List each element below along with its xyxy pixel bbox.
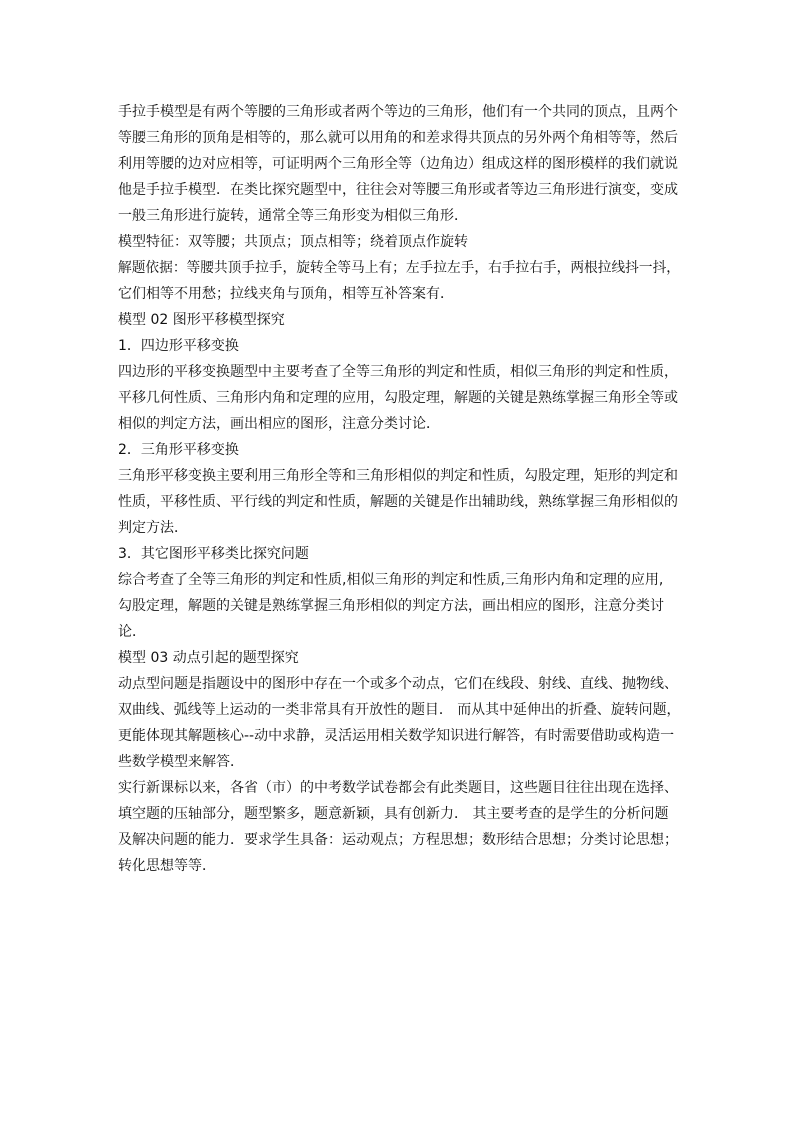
text-line: 他是手拉手模型．在类比探究题型中，往往会对等腰三角形或者等边三角形进行演变，变成 <box>118 182 678 198</box>
section-2-body <box>118 463 680 541</box>
text-line: 模型 02 图形平移模型探究 <box>118 312 285 328</box>
text-line: 动点型问题是指题设中的图形中存在一个或多个动点，它们在线段、射线、直线、抛物线、 <box>118 676 678 692</box>
text-line: 手拉手模型是有两个等腰的三角形或者两个等边的三角形，他们有一个共同的顶点，且两个 <box>118 104 678 120</box>
model-02-heading <box>118 307 680 333</box>
text-line: 利用等腰的边对应相等，可证明两个三角形全等（边角边）组成这样的图形模样的我们就说 <box>118 156 678 172</box>
text-line: 论． <box>118 624 146 640</box>
text-line: 及解决问题的能力．要求学生具备：运动观点；方程思想；数形结合思想；分类讨论思想； <box>118 832 678 848</box>
section-3-heading <box>118 541 680 567</box>
model-03-body <box>118 671 680 775</box>
text-line: 四边形的平移变换题型中主要考查了全等三角形的判定和性质，相似三角形的判定和性质， <box>118 364 678 380</box>
text-line: 双曲线、弧线等上运动的一类非常具有开放性的题目． 而从其中延伸出的折叠、旋转问题， <box>118 702 681 718</box>
text-line: 判定方法． <box>118 520 188 536</box>
text-line: 2．三角形平移变换 <box>118 442 239 458</box>
text-line: 模型特征：双等腰；共顶点；顶点相等；绕着顶点作旋转 <box>118 234 468 250</box>
text-line: 一般三角形进行旋转，通常全等三角形变为相似三角形． <box>118 208 468 224</box>
text-line: 三角形平移变换主要利用三角形全等和三角形相似的判定和性质，勾股定理，矩形的判定和 <box>118 468 678 484</box>
text-line: 解题依据：等腰共顶手拉手，旋转全等马上有；左手拉左手，右手拉右手，两根拉线抖一抖， <box>118 260 681 276</box>
text-line: 转化思想等等． <box>118 858 216 874</box>
text-line: 相似的判定方法，画出相应的图形，注意分类讨论． <box>118 416 440 432</box>
text-line: 等腰三角形的顶角是相等的，那么就可以用角的和差求得共顶点的另外两个角相等等，然后 <box>118 130 678 146</box>
section-1-heading <box>118 333 680 359</box>
section-3-body <box>118 567 680 645</box>
text-line: 填空题的压轴部分，题型繁多，题意新颖，具有创新力． 其主要考查的是学生的分析问题 <box>118 806 669 822</box>
section-2-heading <box>118 437 680 463</box>
text-line: 模型 03 动点引起的题型探究 <box>118 650 299 666</box>
document-page <box>118 99 680 879</box>
text-line: 1．四边形平移变换 <box>118 338 239 354</box>
section-1-body <box>118 359 680 437</box>
text-line: 它们相等不用愁；拉线夹角与顶角，相等互补答案有． <box>118 286 454 302</box>
solution-basis <box>118 255 680 307</box>
model-03-heading <box>118 645 680 671</box>
text-line: 综合考查了全等三角形的判定和性质,相似三角形的判定和性质,三角形内角和定理的应用, <box>118 572 664 588</box>
text-line: 勾股定理，解题的关键是熟练掌握三角形相似的判定方法，画出相应的图形，注意分类讨 <box>118 598 664 614</box>
exam-paragraph <box>118 775 680 879</box>
intro-paragraph <box>118 99 680 229</box>
text-line: 实行新课标以来，各省（市）的中考数学试卷都会有此类题目，这些题目往往出现在选择、 <box>118 780 678 796</box>
text-line: 3．其它图形平移类比探究问题 <box>118 546 309 562</box>
text-line: 更能体现其解题核心--动中求静，灵活运用相关数学知识进行解答，有时需要借助或构造一 <box>118 728 675 744</box>
model-features <box>118 229 680 255</box>
text-line: 平移几何性质、三角形内角和定理的应用，勾股定理，解题的关键是熟练掌握三角形全等或 <box>118 390 678 406</box>
text-line: 性质，平移性质、平行线的判定和性质，解题的关键是作出辅助线，熟练掌握三角形相似的 <box>118 494 678 510</box>
text-line: 些数学模型来解答． <box>118 754 244 770</box>
